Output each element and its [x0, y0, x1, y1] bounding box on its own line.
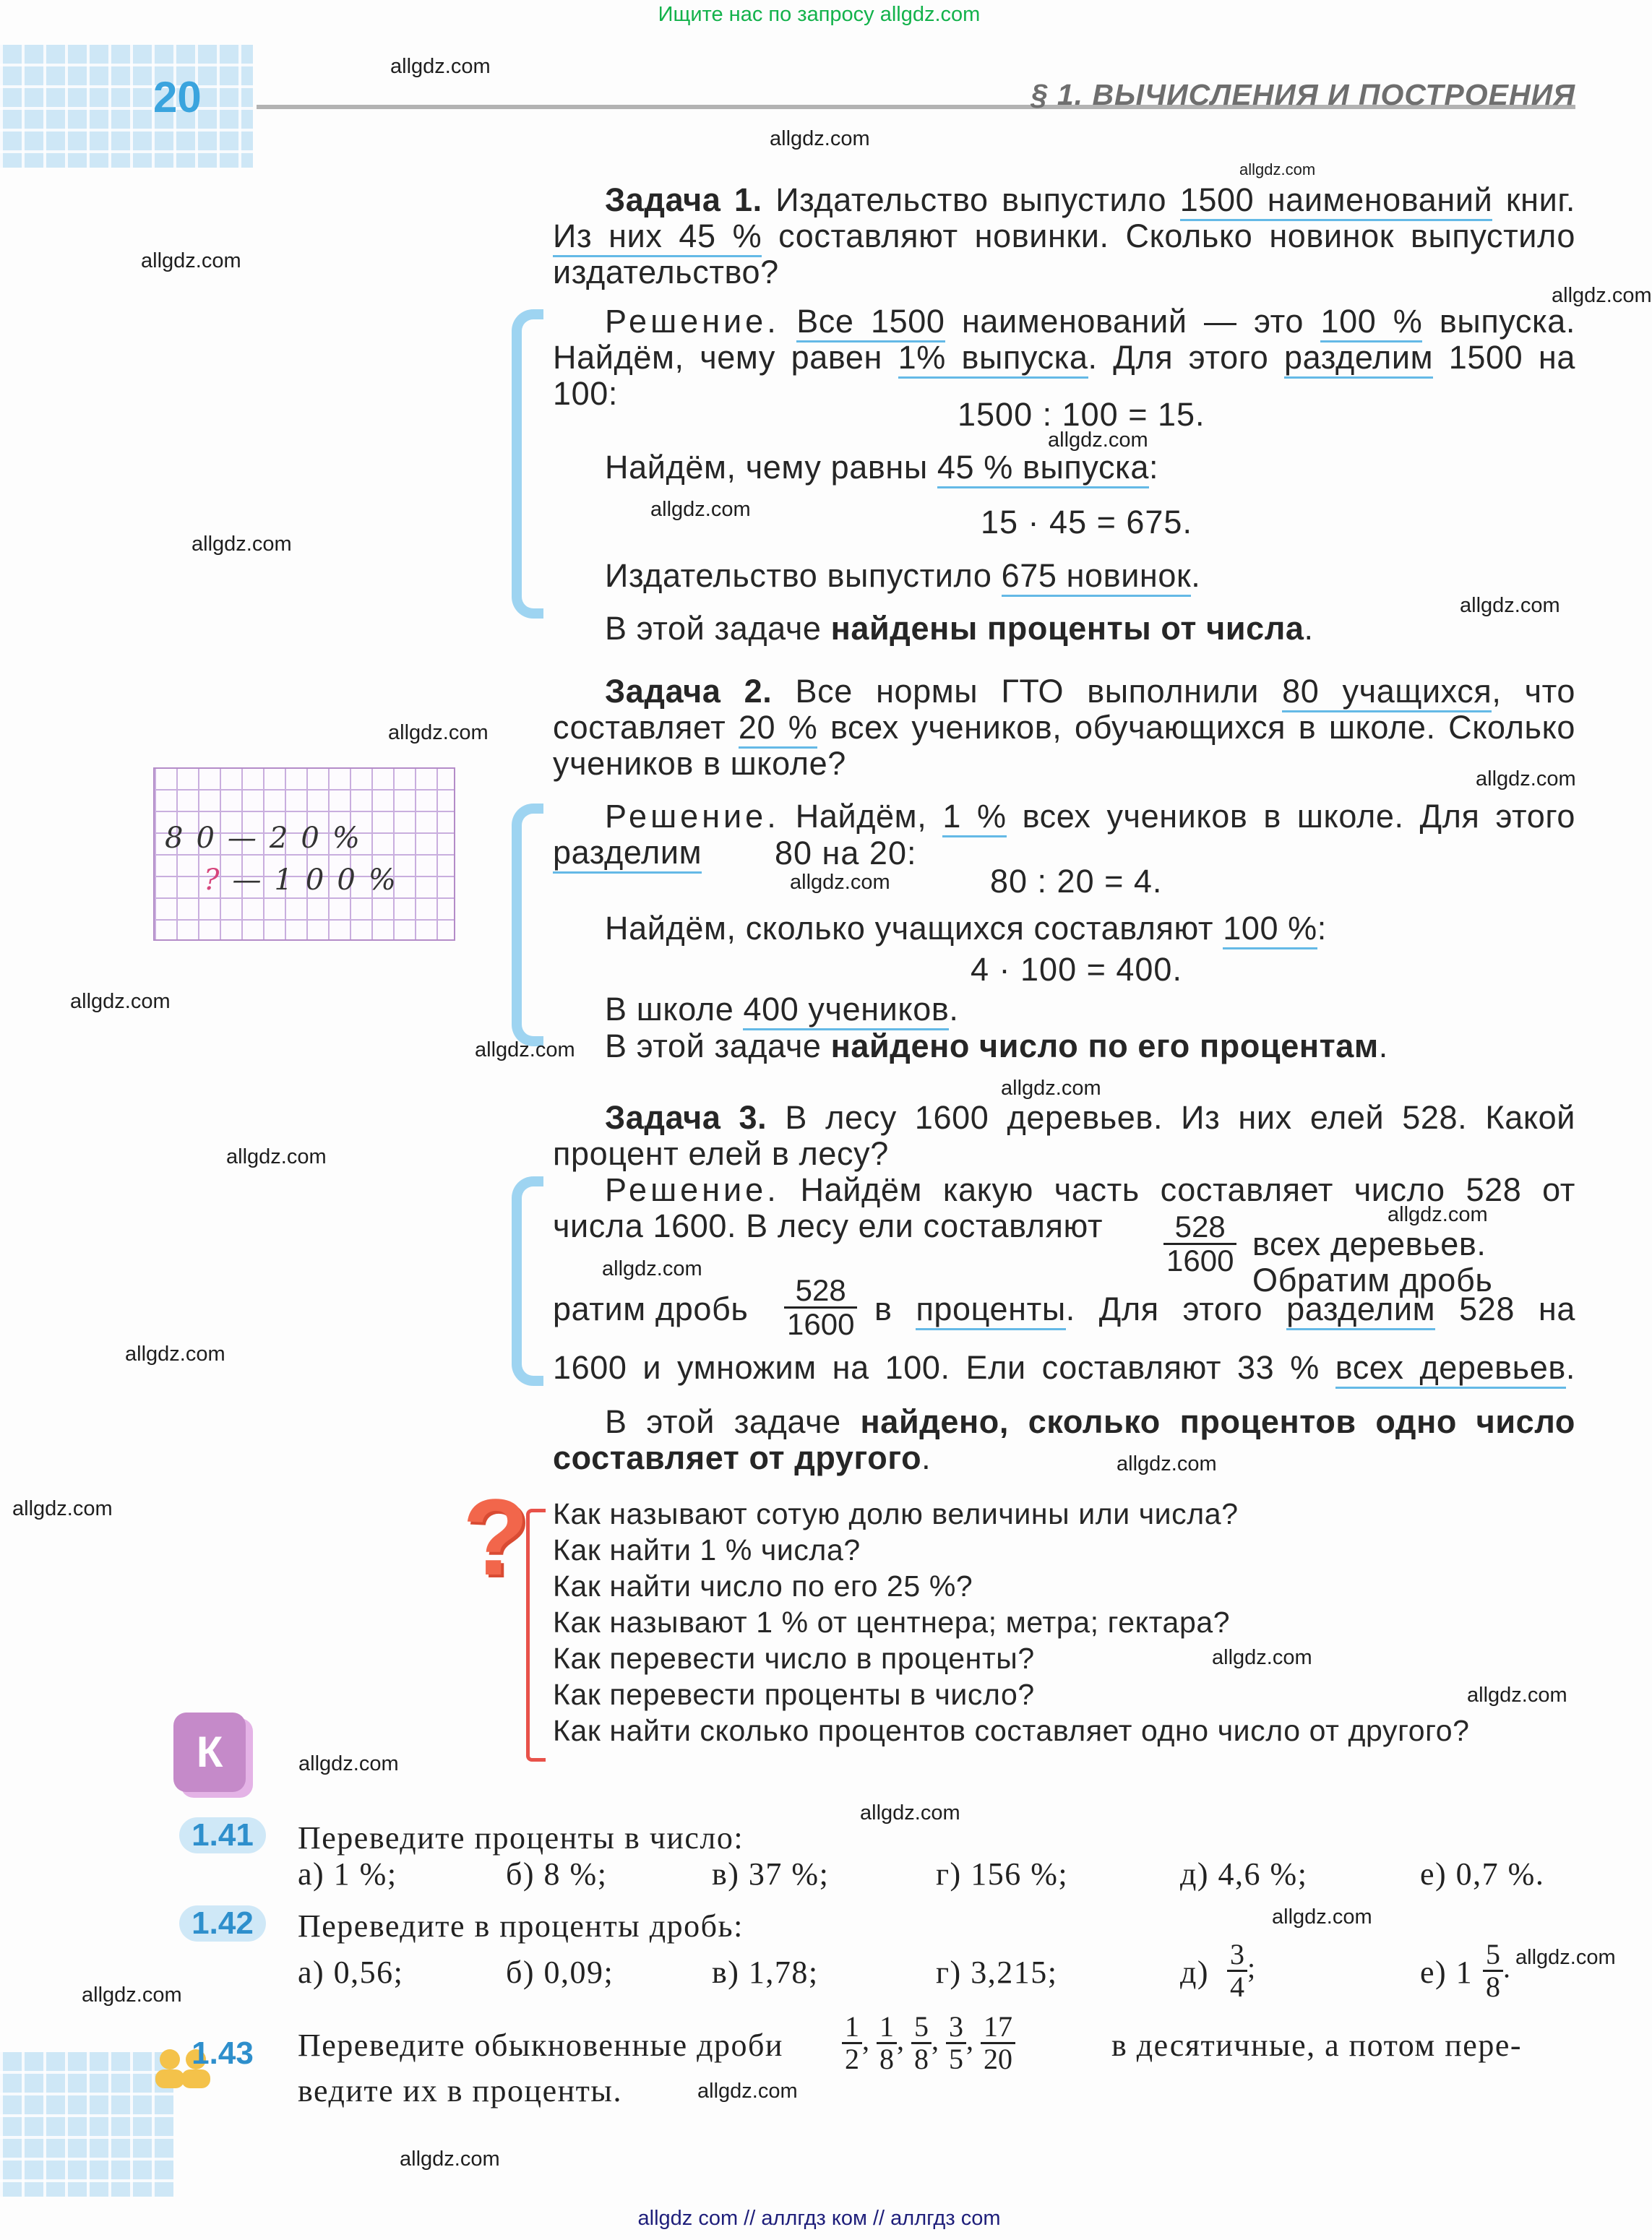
task1-statement: Задача 1. Издательство выпустило 1500 наименований книг. Из них 45 % составляют новинки. Сколько новинок выпустило издательство?	[553, 181, 1576, 290]
exercise-1-43-number: 1.43	[192, 2036, 254, 2071]
task3-label: Задача 3.	[605, 1099, 767, 1136]
task3-line3: ратим дробь	[553, 1291, 749, 1327]
task3-line4: 1600 и умножим на 100. Ели составляют 33 % всех деревьев.	[553, 1350, 1575, 1386]
exercise-1-42-item-a: а) 0,56;	[298, 1955, 404, 1990]
watermark[interactable]: allgdz.com	[1388, 1203, 1488, 1226]
task3-frac-1: $\frac{528}{1600}$	[1163, 1211, 1236, 1277]
watermark[interactable]: allgdz.com	[1552, 284, 1652, 307]
question-6: Как перевести проценты в число?	[553, 1678, 1035, 1711]
watermark[interactable]: allgdz.com	[1048, 428, 1148, 452]
k-badge-icon: К	[173, 1713, 246, 1792]
watermark[interactable]: allgdz.com	[1476, 767, 1576, 791]
task1-solution-label: Решение.	[605, 303, 780, 340]
task3-solution-bracket	[512, 1176, 543, 1386]
watermark[interactable]: allgdz.com	[390, 55, 491, 78]
exercise-1-43-fractions: $\frac{1}{2}$ , $\frac{1}{8}$ , $\frac{5}{8}$ , $\frac{3}{5}$ , $\frac{17}{20}$	[842, 2012, 1015, 2075]
watermark[interactable]: allgdz.com	[192, 533, 292, 556]
exercise-1-41-item-e: д) 4,6 %;	[1180, 1856, 1308, 1892]
questions-bracket	[526, 1509, 546, 1762]
task3-solution-1: Решение. Найдём какую часть составляет число 528 от числа 1600. В лесу ели составляют	[553, 1171, 1575, 1244]
task3-solution-label: Решение.	[605, 1171, 780, 1208]
exercise-1-41-item-d: г) 156 %;	[936, 1856, 1069, 1892]
page-number: 20	[153, 73, 202, 121]
section-title: § 1. ВЫЧИСЛЕНИЯ И ПОСТРОЕНИЯ	[1031, 78, 1575, 111]
exercise-1-41-title: Переведите проценты в число:	[298, 1820, 744, 1856]
question-5: Как перевести число в проценты?	[553, 1642, 1035, 1675]
task1-solution: Решение. Все 1500 наименований — это 100 % выпуска. Найдём, чему равен 1% выпуска. Для этого разделим 1500 на 100:	[553, 303, 1576, 412]
question-1: Как называют сотую долю величины или числа?	[553, 1497, 1239, 1530]
task1-formula-1: 1500 : 100 = 15.	[958, 396, 1205, 433]
top-left-tile-decoration	[0, 45, 253, 168]
bottom-left-tile-decoration	[0, 2052, 173, 2197]
exercise-1-43-text-a: Переведите обыкновенные дроби	[298, 2028, 783, 2063]
exercise-1-42-number: 1.42	[179, 1905, 266, 1942]
watermark[interactable]: allgdz.com	[602, 1257, 702, 1280]
exercise-1-43-text-c: ведите их в проценты.	[298, 2073, 622, 2108]
watermark[interactable]: allgdz.com	[141, 249, 241, 272]
watermark[interactable]: allgdz.com	[475, 1038, 575, 1061]
watermark[interactable]: allgdz.com	[860, 1801, 960, 1825]
watermark[interactable]: allgdz.com	[1212, 1646, 1312, 1669]
watermark[interactable]: allgdz.com	[1272, 1905, 1372, 1929]
task1-answer: Издательство выпустило 675 новинок.	[553, 558, 1575, 594]
watermark[interactable]: allgdz.com	[226, 1145, 327, 1168]
exercise-1-42-item-d: г) 3,215;	[936, 1955, 1058, 1990]
task3-solution-1b: всех деревьев. Обратим дробь	[1252, 1225, 1493, 1298]
note-row-1: 80—20%	[165, 822, 373, 855]
watermark[interactable]: allgdz.com	[1467, 1684, 1567, 1707]
watermark[interactable]: allgdz.com	[770, 127, 870, 150]
exercise-1-42-frac-d: $\frac{3}{4}$ ;	[1227, 1939, 1255, 2002]
exercise-1-41-item-f: е) 0,7 %.	[1420, 1856, 1545, 1892]
watermark[interactable]: allgdz.com	[82, 1983, 182, 2007]
exercise-1-42-item-b: б) 0,09;	[506, 1955, 614, 1990]
task2-statement: Задача 2. Все нормы ГТО выполнили 80 учащихся, что составляет 20 % всех учеников, обучающихся в школе. Сколько учеников в школе?	[553, 673, 1576, 782]
task2-label: Задача 2.	[605, 673, 773, 710]
task3-conclusion: В этой задаче найдено, сколько процентов одно число составляет от другого.	[553, 1403, 1575, 1476]
watermark[interactable]: allgdz.com	[1117, 1452, 1217, 1476]
task2-solution: Решение. Найдём, 1 % всех учеников в школе. Для этого разделим	[553, 798, 1575, 871]
watermark[interactable]: allgdz.com	[1001, 1077, 1101, 1100]
question-mark-icon: ?	[463, 1476, 529, 1598]
task2-conclusion: В этой задаче найдено число по его процентам.	[605, 1028, 1388, 1064]
exercise-1-41-number: 1.41	[179, 1817, 266, 1853]
task1-solution-bracket	[512, 309, 543, 619]
watermark[interactable]: allgdz.com	[70, 990, 171, 1013]
watermark[interactable]: allgdz.com	[400, 2148, 500, 2171]
watermark[interactable]: allgdz.com	[790, 871, 890, 894]
question-4: Как называют 1 % от центнера; метра; гектара?	[553, 1606, 1231, 1639]
watermark[interactable]: allgdz.com	[125, 1343, 225, 1366]
task3-frac-2: $\frac{528}{1600}$	[784, 1275, 857, 1340]
task1-step2: Найдём, чему равны 45 % выпуска:	[553, 449, 1575, 486]
exercise-1-41-item-b: б) 8 %;	[506, 1856, 608, 1892]
watermark[interactable]: allgdz.com	[298, 1752, 399, 1775]
exercise-1-41-item-a: а) 1 %;	[298, 1856, 397, 1892]
footer-links[interactable]: allgdz com // аллгдз ком // аллгдз com	[637, 2207, 1001, 2230]
question-7: Как найти сколько процентов составляет одно число от другого?	[553, 1714, 1470, 1747]
task2-solution-label: Решение.	[605, 798, 780, 835]
watermark[interactable]: allgdz.com	[1515, 1946, 1616, 1969]
task1-formula-2: 15 · 45 = 675.	[981, 504, 1192, 540]
task2-formula-1: 80 : 20 = 4.	[990, 863, 1163, 900]
task2-solution-bracket	[512, 804, 543, 1046]
watermark[interactable]: allgdz.com	[697, 2080, 798, 2103]
exercise-1-41-item-c: в) 37 %;	[712, 1856, 830, 1892]
task3-statement: Задача 3. В лесу 1600 деревьев. Из них елей 528. Какой процент елей в лесу?	[553, 1099, 1575, 1172]
exercise-1-42-item-f: е) 1	[1420, 1955, 1474, 1990]
watermark[interactable]: allgdz.com	[650, 498, 751, 521]
exercise-1-42-frac-f: $\frac{5}{8}$ .	[1483, 1939, 1510, 2002]
question-3: Как найти число по его 25 %?	[553, 1569, 973, 1603]
exercise-1-42-item-c: в) 1,78;	[712, 1955, 819, 1990]
task3-line3-rest: в проценты. Для этого разделим 528 на	[874, 1291, 1575, 1327]
task2-step2: Найдём, сколько учащихся составляют 100 %:	[553, 910, 1575, 947]
task2-divide-phrase: 80 на 20:	[775, 835, 917, 871]
note-row-2: ?—100%	[204, 863, 409, 897]
top-banner[interactable]: Ищите нас по запросу allgdz.com	[658, 3, 981, 26]
watermark[interactable]: allgdz.com	[1460, 594, 1560, 617]
task1-conclusion: В этой задаче найдены проценты от числа.	[605, 610, 1314, 647]
task2-formula-2: 4 · 100 = 400.	[971, 951, 1182, 988]
exercise-1-42-item-e: д)	[1180, 1955, 1210, 1990]
question-2: Как найти 1 % числа?	[553, 1533, 861, 1567]
watermark[interactable]: allgdz.com	[12, 1497, 113, 1520]
exercise-1-43-text-b: в десятичные, а потом пере-	[1111, 2028, 1523, 2063]
task1-label: Задача 1.	[605, 181, 762, 218]
exercise-1-42-title: Переведите в проценты дробь:	[298, 1908, 744, 1944]
task2-answer: В школе 400 учеников.	[553, 991, 1575, 1028]
watermark[interactable]: allgdz.com	[1239, 160, 1316, 178]
watermark[interactable]: allgdz.com	[388, 721, 489, 744]
